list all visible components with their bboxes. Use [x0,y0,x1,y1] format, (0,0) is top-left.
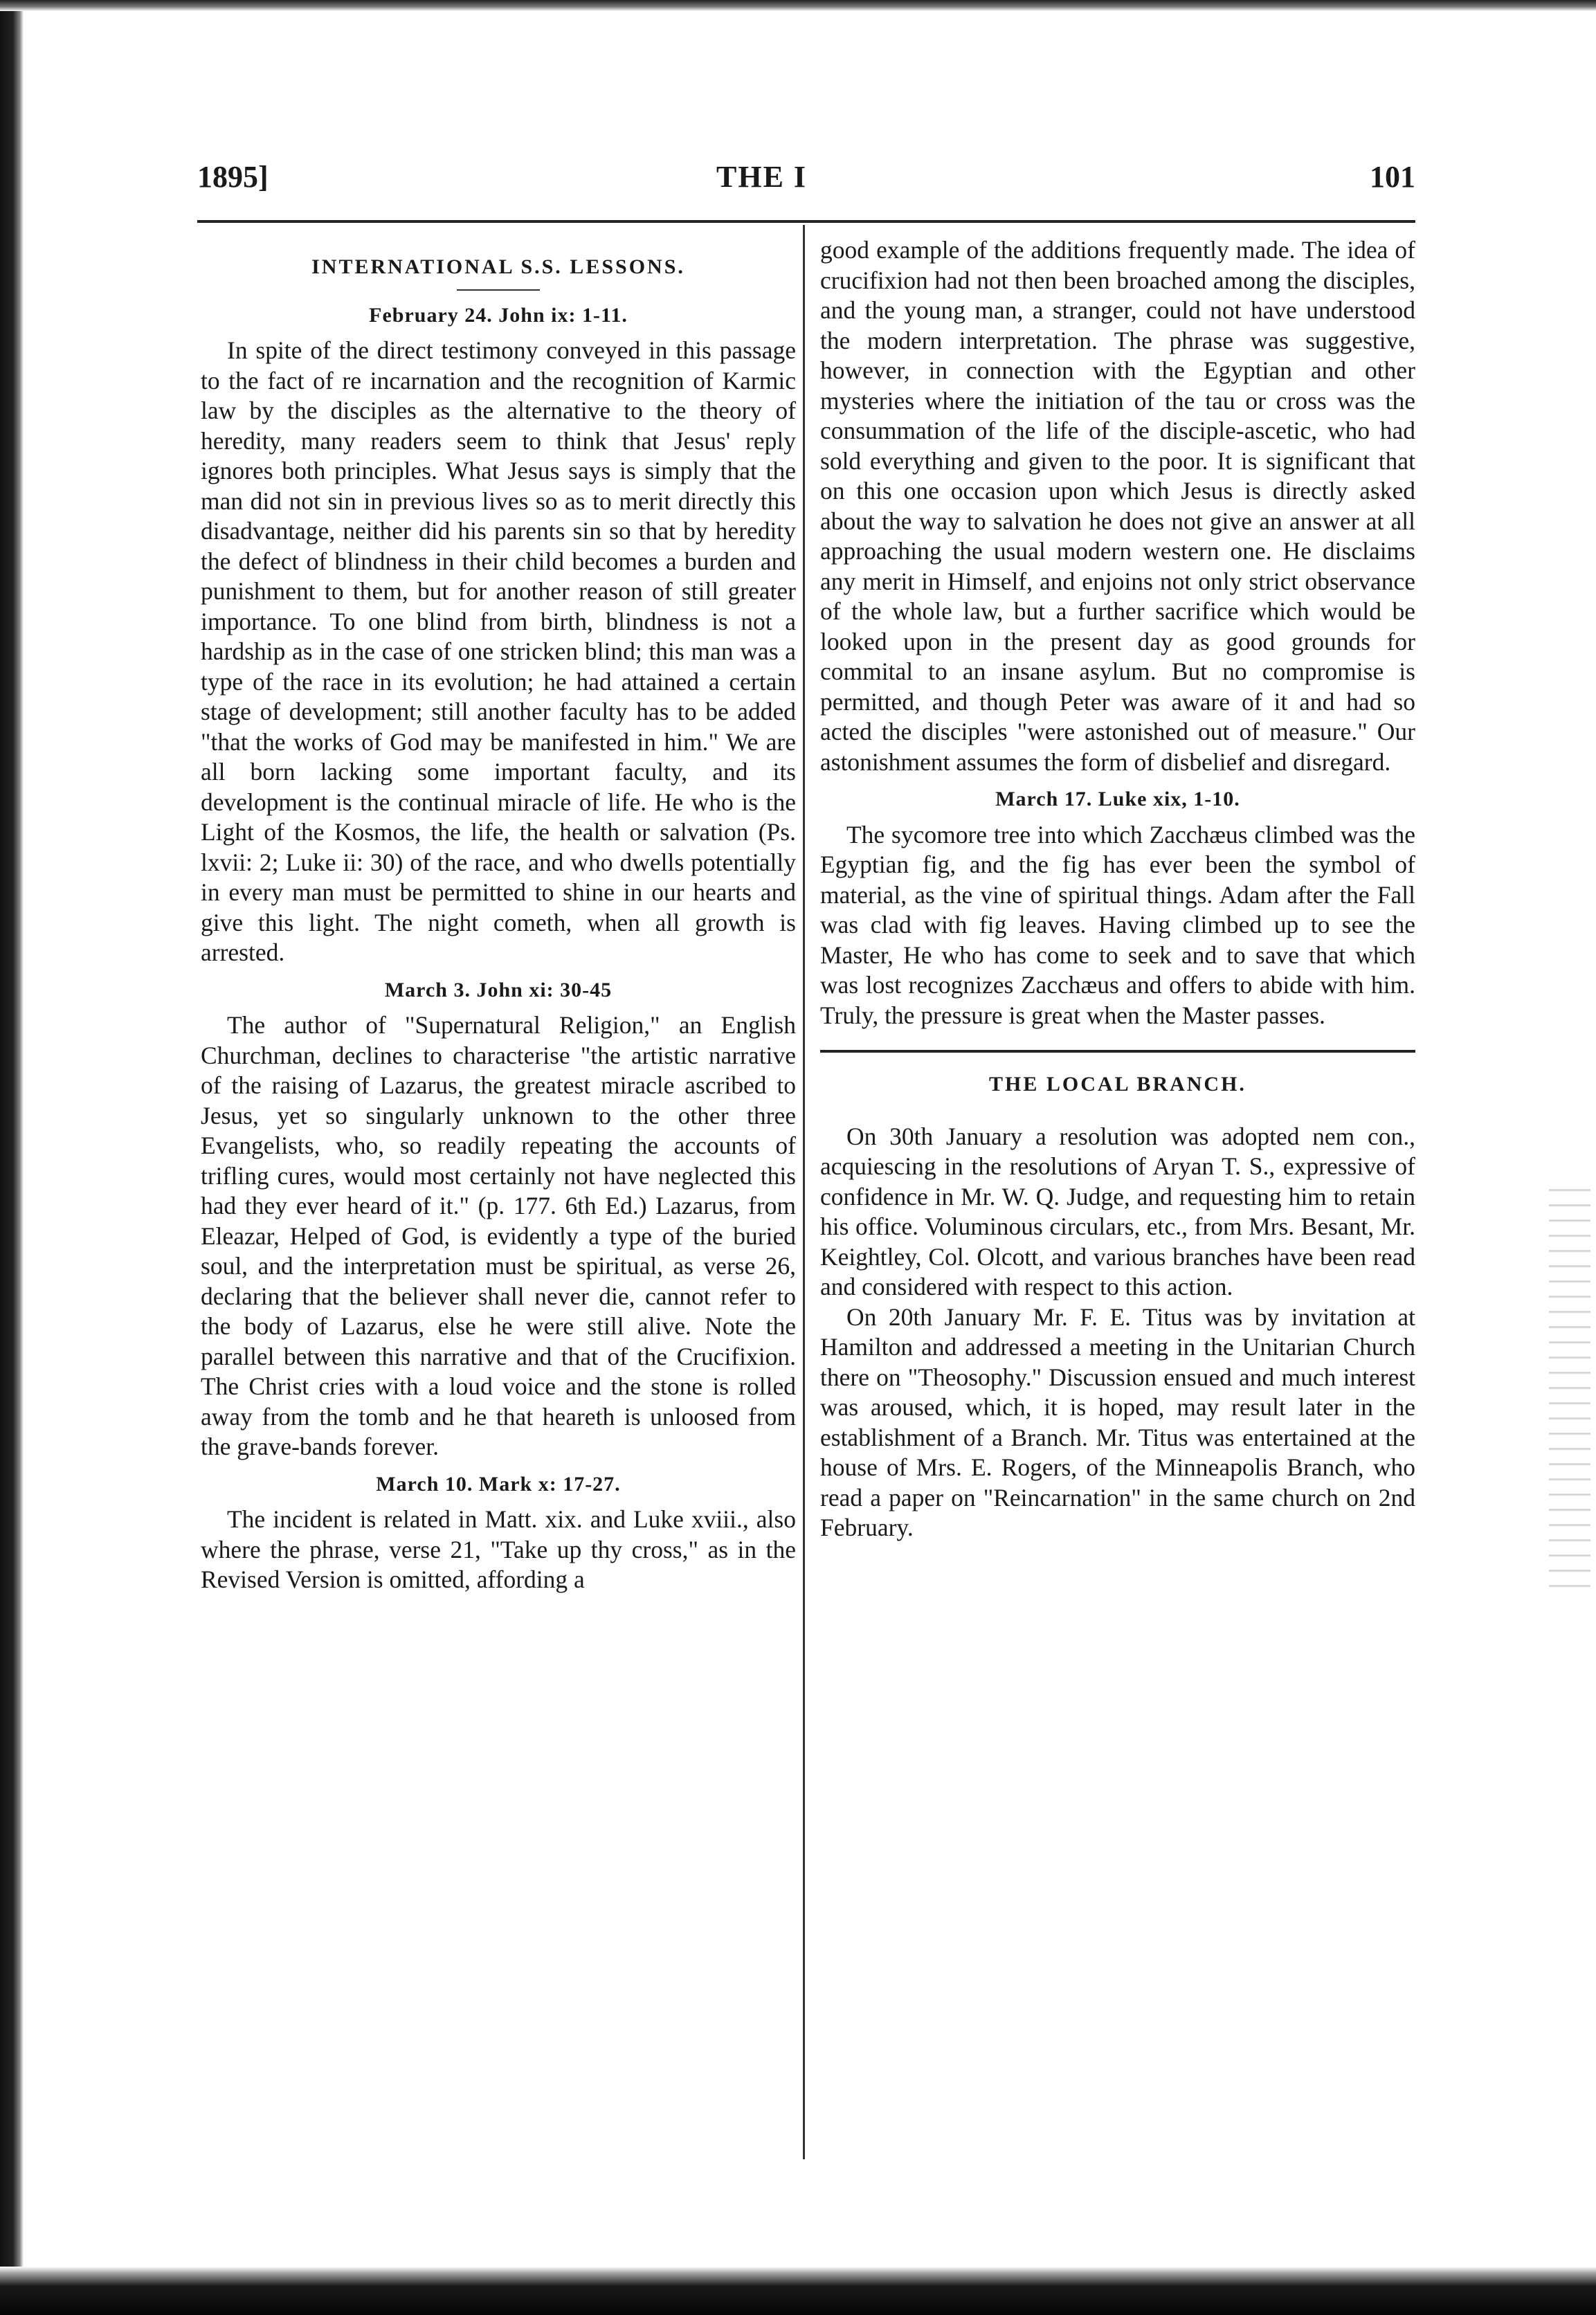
scan-edge-left [0,0,24,2315]
lesson-heading: February 24. John ix: 1-11. [369,303,628,327]
page-header [197,159,1415,201]
lesson-text: In spite of the direct testimony conveyed in this passage to the fact of re incarnation and the recognition of Karmic law by the disciples as the alternative to the theory of heredity, many readers seem to think that Jesus' reply ignores both principles. What Jesus says is simply that the man did not sin in previous lives so as to merit directly this disadvantage, neither did his parents sin so that by heredity the defect of blindness in their child becomes a burden and punishment to them, but for another reason of still greater importance. To one blind from birth, blindness is not a hardship as in the case of one stricken blind; this man was a type of the race in its evolution; he had attained a certain stage of development; still another faculty has to be added "that the works of God may be manifested in him." We are all born lacking some important faculty, and its development is the continual miracle of life. He who is the Light of the Kosmos, the life, the health or salvation (Ps. lxvii: 2; Luke ii: 30) of the race, and who dwells potentially in every man must be permitted to shine in our hearts and give this light. The night cometh, when all growth is arrested. [201,336,796,966]
page-year: 1895] [197,160,269,194]
lesson-heading: March 17. Luke xix, 1-10. [995,788,1240,810]
page-running-title: THE I [716,160,808,194]
news-paragraph: On 20th January Mr. F. E. Titus was by invitation at Hamilton and addressed a meeting in the Unitarian Church there on "Theosophy." Discussion ensued and much interest was aroused, which, it is hoped, may result later in the establishment of a Branch. Mr. Titus was entertained at the house of Mrs. E. Rogers, of the Minneapolis Branch, who read a paper on "Reincarnation" in the same church on 2nd February. [820,1302,1415,1541]
right-column [820,235,1415,1543]
lesson-text: The sycomore tree into which Zacchæus climbed was the Egyptian fig, and the fig has ever been the symbol of material, as the vine of spiritual things. Adam after the Fall was clad with fig leaves. Having climbed up to see the Master, He who has come to seek and to save that which was lost recognizes Zacchæus and offers to abide with him. Truly, the pressure is great when the Master passes. [820,820,1415,1029]
lesson-text: The author of "Supernatural Religion," an English Churchman, declines to characterise "the artistic narrative of the raising of Lazarus, the greatest miracle ascribed to Jesus, yet so singularly unknown to the other three Evangelists, who, so readily repeating the accounts of trifling cures, would most certainly not have neglected this had they ever heard of it." (p. 177. 6th Ed.) Lazarus, from Eleazar, Helped of God, is evidently a type of the buried soul, and the interpretation must be spiritual, as verse 26, declaring that the believer shall never die, cannot refer to the body of Lazarus, else he were still alive. Note the parallel between this narrative and that of the Crucifixion. The Christ cries with a loud voice and the stone is rolled away from the tomb and he that heareth is unloosed from the grave-bands forever. [201,1011,796,1460]
column-divider [803,225,805,2159]
section-title-local-branch: THE LOCAL BRANCH. [989,1073,1246,1096]
left-column [201,235,796,1595]
scan-edge-top [0,0,1596,11]
section-title-lessons: INTERNATIONAL S.S. LESSONS. [311,255,685,278]
lesson-text: The incident is related in Matt. xix. and Luke xviii., also where the phrase, verse 21, "Take up thy cross," as in the Revised Version is omitted, affording a [201,1505,796,1593]
page-number: 101 [1370,160,1415,194]
scan-edge-bottom [0,2267,1596,2315]
section-rule [820,1050,1415,1053]
lesson-heading: March 3. John xi: 30-45 [384,978,613,1001]
news-paragraph: On 30th January a resolution was adopted nem con., acquiescing in the resolutions of Aryan T. S., expressive of confidence in Mr. W. Q. Judge, and requesting him to retain his office. Voluminous circulars, etc., from Mrs. Besant, Mr. Keightley, Col. Olcott, and various branches have been read and considered with respect to this action. [820,1122,1415,1300]
lesson-heading: March 10. Mark x: 17-27. [376,1472,621,1496]
scan-speckle [1549,1177,1590,1592]
lesson-text-continued: good example of the additions frequently made. The idea of crucifixion had not then been broached among the disciples, and the young man, a stranger, could not have understood the modern interpretation. The phrase was suggestive, however, in connection with the Egyptian and other mysteries where the initiation of the tau or cross was the consummation of the life of the disciple-ascetic, who had sold everything and given to the poor. It is significant that on this one occasion upon which Jesus is directly asked about the way to salvation he does not give an answer at all approaching the usual modern western one. He disclaims any merit in Himself, and enjoins not only strict observance of the whole law, but a further sacrifice which would be looked upon in the present day as good grounds for commital to an insane asylum. But no compromise is permitted, and though Peter was aware of it and had so acted the disciples "were astonished out of measure." Our astonishment assumes the form of disbelief and disregard. [820,236,1415,776]
title-dash [457,289,540,291]
header-rule [197,220,1415,223]
